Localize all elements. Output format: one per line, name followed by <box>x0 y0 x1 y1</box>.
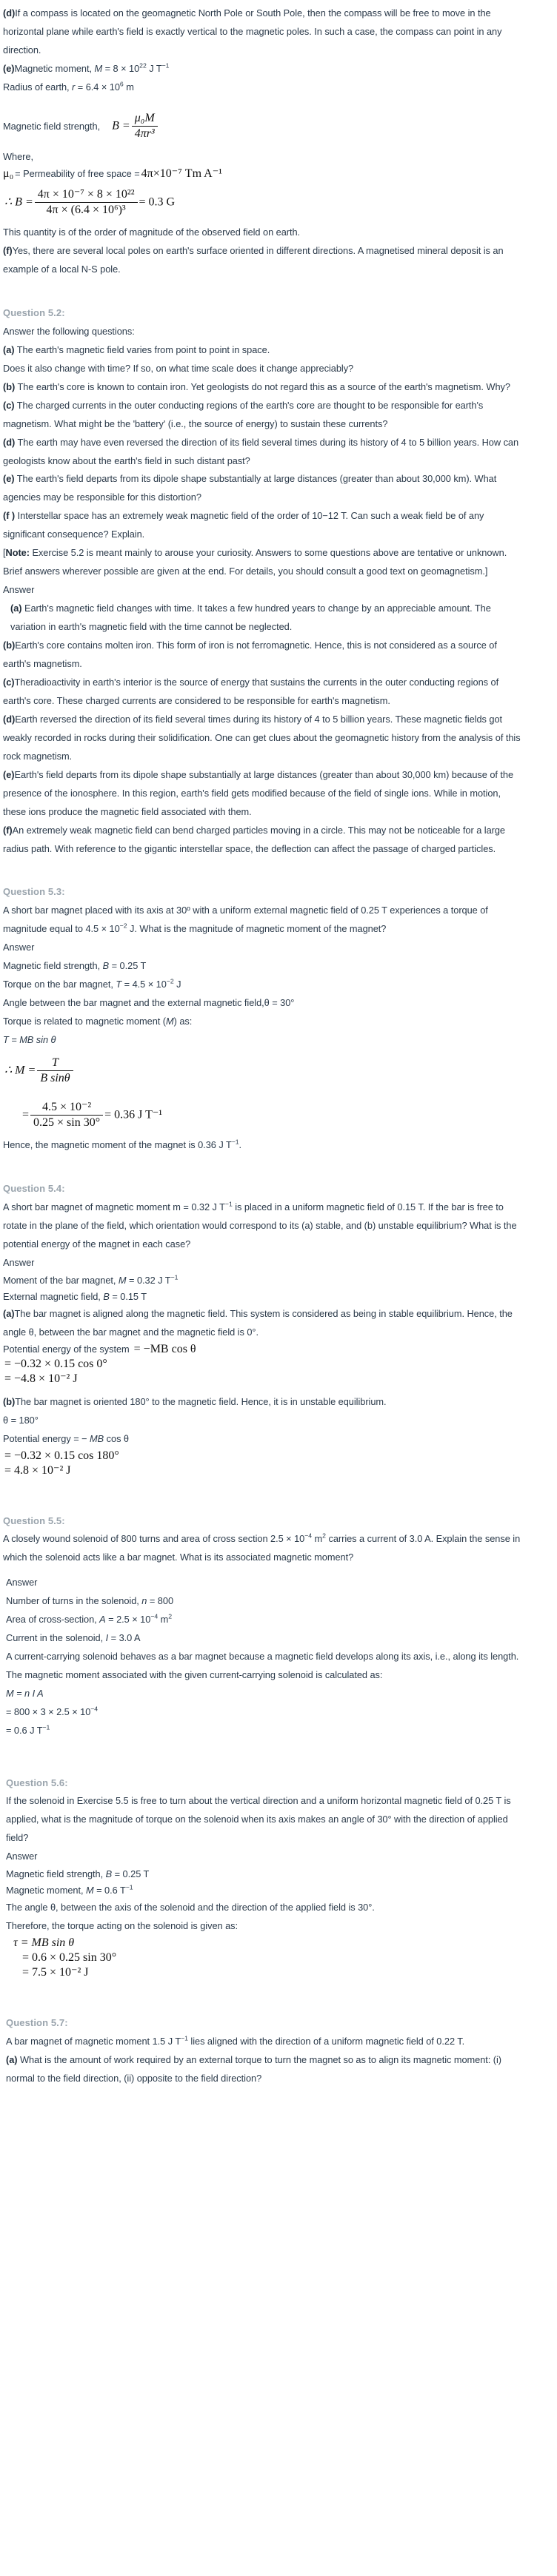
q53-calc-numerator: 4.5 × 10⁻² <box>30 1101 103 1116</box>
q54-pe-line1: = −0.32 × 0.15 cos 0° <box>4 1357 107 1370</box>
q52-item-e-text: The earth's field departs from its dipole shape substantially at large distances (greater than about 30,000 km). What agencies may be responsible for this distortion? <box>3 473 497 503</box>
q53-calc-lhs: = <box>22 1108 30 1121</box>
q55-question-exponent2: 2 <box>322 1532 326 1540</box>
q55-current <box>3 1629 521 1648</box>
q55-eq3-exponent: −1 <box>42 1723 50 1731</box>
q54-pe-formula: = −MB cos θ <box>133 1342 196 1355</box>
q52-answer-a-label: (a) <box>10 603 22 614</box>
q55-area-exponent: −4 <box>150 1612 159 1620</box>
q54-b-pe-text <box>3 1430 521 1449</box>
q55-question-exponent: −4 <box>304 1532 313 1540</box>
exponent-22: 22 <box>139 61 147 70</box>
text-e-post: = 8 × 10 <box>102 62 140 74</box>
paragraph-f <box>3 242 521 279</box>
q52-item-b-label: (b) <box>3 380 16 392</box>
q54-b-pe-italic: MB <box>90 1432 104 1444</box>
q53-question-a: A short bar magnet placed with its axis at 30º with a uniform external magnetic field of 0.25 T experiences a torque of magnitude equal to 4.5 × 10 <box>3 905 488 935</box>
q52-item-e <box>3 470 521 507</box>
q57-part-a <box>3 2051 521 2088</box>
q55-question-b: carries a current of 3.0 A. Explain the sense in which the solenoid acts like a bar magnet. What is its associated magnetic moment? <box>3 1533 521 1563</box>
permeability-text: = Permeability of free space = <box>15 167 140 179</box>
q52-answer-d-text: Earth reversed the direction of its field several times during its history of 4 to 5 billion years. These magnetic fields got weakly recorded in rocks during their solidification. One can get clues about the geomagnetic history from the analysis of this rock magnetism. <box>3 713 521 762</box>
q55-question <box>3 1530 521 1567</box>
q54-pe-line2: = −4.8 × 10⁻² J <box>4 1372 78 1385</box>
formula-B-dipole <box>112 112 159 141</box>
q52-item-b-text: The earth's core is known to contain iron. Yet geologists do not regard this as a source of the earth's magnetism. Why? <box>15 380 510 392</box>
q54-moment-label: Moment of the bar magnet, <box>3 1274 119 1286</box>
q55-calc-text: The magnetic moment associated with the given current-carrying solenoid is calculated as: <box>6 1668 383 1680</box>
q52-item-f <box>3 507 521 544</box>
q55-area-value: = 2.5 × 10 <box>105 1614 151 1626</box>
q52-answer-b-label: (b) <box>3 640 16 651</box>
q52-answer-label: Answer <box>3 584 35 596</box>
q54-moment-var: M <box>118 1274 127 1286</box>
formula-B-calculation <box>3 188 550 218</box>
q54-question <box>3 1198 521 1254</box>
q52-answer-e <box>3 766 521 822</box>
q52-answer-e-text: Earth's field departs from its dipole shape substantially at large distances (greater than about 30,000 km) because of the presence of the ionosphere. In this region, earth's field gets modified because of the field of single ions. While in motion, these ions produce the magnetic field associated with them. <box>3 768 514 817</box>
q54-field-value: = 0.15 T <box>109 1290 147 1302</box>
q53-field-strength <box>3 957 521 976</box>
field-strength-label: Magnetic field strength, <box>3 120 101 132</box>
q57-part-a-label: (a) <box>6 2053 18 2065</box>
q52-answer-e-label: (e) <box>3 768 15 780</box>
q54-question-a: A short bar magnet of magnetic moment m = 0.32 J T <box>3 1201 225 1212</box>
q52-answer-c-label: (c) <box>3 676 15 688</box>
q52-answer-f-label: (f) <box>3 824 13 836</box>
radius-label: Radius of earth, <box>3 81 73 93</box>
permeability-row <box>3 167 550 181</box>
q55-eq3-pre: = 0.6 J T <box>6 1724 43 1736</box>
q55-eq2 <box>3 1703 521 1722</box>
q54-b-pe-prefix: Potential energy = − <box>3 1432 90 1444</box>
q55-behave-text: A current-carrying solenoid behaves as a bar magnet because a magnetic field develops along its axis, i.e., along its length. <box>6 1650 519 1662</box>
paragraph-e <box>3 60 521 78</box>
q53-T-unit: J <box>173 978 181 990</box>
var-M: M <box>94 62 103 74</box>
q52-answer-d <box>3 711 521 766</box>
question-5-4-heading: Question 5.4: <box>3 1183 65 1195</box>
q54-part-b-text: The bar magnet is oriented 180° to the magnetic field. Hence, it is in unstable equilibrium. <box>15 1395 387 1407</box>
q52-note-bold: Note: <box>5 547 30 559</box>
calc-B-lhs: ∴ B = <box>4 195 33 209</box>
formula-B-lhs: B = <box>112 119 130 133</box>
q52-item-d-text: The earth may have even reversed the direction of its field several times during its history of 4 to 5 billion years. How can geologists know about the earth's field in such distant past? <box>3 436 519 466</box>
q56-field-strength <box>3 1866 521 1882</box>
q57-question <box>3 2033 521 2051</box>
q56-moment <box>3 1882 521 1899</box>
unit-exponent: −1 <box>161 61 170 70</box>
formula-B-numerator: μ₀M <box>132 112 158 127</box>
q55-current-value: = 3.0 A <box>108 1632 141 1644</box>
q52-item-d-label: (d) <box>3 436 16 448</box>
q54-question-exponent: −1 <box>224 1200 233 1208</box>
q53-question-exponent: −2 <box>119 922 127 930</box>
question-5-2-intro: Answer the following questions: <box>3 325 135 337</box>
q54-pe-label: Potential energy of the system <box>3 1344 130 1355</box>
q57-part-a-text: What is the amount of work required by an external torque to turn the magnet so as to align its magnetic moment: (i) normal to the field direction, (ii) opposite to the field direction? <box>6 2053 502 2084</box>
q56-eq1-text: τ = MB sin θ <box>13 1936 75 1950</box>
q53-B-value: = 0.25 T <box>109 960 147 972</box>
q55-area-unit-exponent: 2 <box>168 1612 173 1620</box>
q53-calc-result: = 0.36 J T⁻¹ <box>104 1108 163 1121</box>
q54-question-b: is placed in a uniform magnetic field of 0.15 T. If the bar is free to rotate in the plane of the field, which orientation would correspond to its (a) stable, and (b) unstable equilibrium? What is the potential energy of the magnet in each case? <box>3 1201 517 1250</box>
q57-question-exponent: −1 <box>181 2034 188 2042</box>
formula-B-fraction <box>132 112 158 141</box>
q56-eq3: = 7.5 × 10⁻² J <box>22 1966 89 1979</box>
q54-moment-value: = 0.32 J T <box>126 1274 171 1286</box>
q54-b-theta: θ = 180° <box>3 1414 39 1426</box>
q53-eq-T <box>3 1031 521 1050</box>
q56-B-label: Magnetic field strength, <box>6 1868 106 1880</box>
q53-eq-T-text: T = MB sin θ <box>3 1033 56 1045</box>
q55-eq2-pre: = 800 × 3 × 2.5 × 10 <box>6 1705 91 1717</box>
calc-B-result: = 0.3 G <box>139 195 176 209</box>
q52-answer-d-label: (d) <box>3 713 16 725</box>
label-f: (f) <box>3 245 13 257</box>
q53-M-fraction <box>37 1056 73 1086</box>
q55-current-var: I <box>105 1632 109 1644</box>
field-strength-row <box>3 112 550 141</box>
q53-answer-label: Answer <box>3 942 35 953</box>
q56-B-value: = 0.25 T <box>112 1868 150 1880</box>
q54-part-a-text: The bar magnet is aligned along the magnetic field. This system is considered as being in stable equilibrium. Hence, the angle θ, between the bar magnet and the magnetic field is 0°. <box>3 1307 513 1338</box>
q53-T-exponent: −2 <box>166 977 174 985</box>
q54-b-pe-suffix: cos θ <box>104 1432 129 1444</box>
q52-item-c <box>3 397 521 434</box>
formula-B-denominator: 4πr³ <box>134 127 155 141</box>
q53-formula-M <box>3 1056 550 1086</box>
q56-angle-text: The angle θ, between the axis of the solenoid and the direction of the applied field is 30°. <box>6 1902 375 1913</box>
q53-T-label: Torque on the bar magnet, <box>3 978 116 990</box>
q54-b-pe-line2: = 4.8 × 10⁻² J <box>4 1463 71 1477</box>
q54-moment-exponent: −1 <box>170 1273 179 1281</box>
text-e-pre: Magnetic moment, <box>14 62 95 74</box>
q55-area-label: Area of cross-section, <box>6 1614 100 1626</box>
q52-item-a2-text: Does it also change with time? If so, on what time scale does it change appreciably? <box>3 362 354 374</box>
text-f: Yes, there are several local poles on earth's surface oriented in different directions. A magnetised mineral deposit is an example of a local N-S pole. <box>3 245 504 275</box>
q52-item-d <box>3 434 521 471</box>
order-of-magnitude-text: This quantity is of the order of magnitude of the observed field on earth. <box>3 227 301 238</box>
q52-note: [Note: Exercise 5.2 is meant mainly to arouse your curiosity. Answers to some questions above are tentative or unknown. Brief answers wherever possible are given at the end. For details, you should consult a good text on geomagnetism.] <box>3 547 507 577</box>
q52-answer-c-text: Theradioactivity in earth's interior is the source of energy that sustains the currents in the outer conducting regions of earth's core. These charged currents are considered to be responsible for earth's magnetism. <box>3 676 499 706</box>
q53-torque <box>3 976 521 994</box>
q53-conclusion-post: . <box>239 1139 242 1151</box>
q55-answer-label: Answer <box>6 1577 38 1589</box>
q55-current-label: Current in the solenoid, <box>6 1632 106 1644</box>
q52-item-b <box>3 378 521 397</box>
q52-answer-c <box>3 674 521 711</box>
q56-M-label: Magnetic moment, <box>6 1885 86 1896</box>
q53-B-label: Magnetic field strength, <box>3 960 103 972</box>
q56-eq2: = 0.6 × 0.25 sin 30° <box>22 1951 117 1965</box>
q54-answer-label: Answer <box>3 1256 35 1268</box>
q52-item-c-text: The charged currents in the outer conducting regions of the earth's core are thought to be responsible for earth's magnetism. What might be the 'battery' (i.e., the source of energy) to sustain these currents? <box>3 399 484 429</box>
q56-eq1 <box>3 1936 550 1951</box>
q53-calc-denominator: 0.25 × sin 30° <box>33 1116 101 1129</box>
q54-part-b-label: (b) <box>3 1395 16 1407</box>
mu-symbol: μ₀ <box>3 167 14 180</box>
q53-M-numerator: T <box>37 1056 73 1071</box>
q56-B-var: B <box>105 1868 113 1880</box>
q54-field-label: External magnetic field, <box>3 1290 104 1302</box>
q52-note-text: Exercise 5.2 is meant mainly to arouse your curiosity. Answers to some questions above are tentative or unknown. Brief answers wherever possible are given at the end. For details, you should consult a good text on geomagnetism.] <box>3 547 507 577</box>
question-5-5-heading: Question 5.5: <box>3 1515 65 1526</box>
q53-conclusion-pre: Hence, the magnetic moment of the magnet is 0.36 J T <box>3 1139 232 1151</box>
q53-angle: Angle between the bar magnet and the external magnetic field,θ = 30° <box>3 996 295 1008</box>
q53-T-value: = 4.5 × 10 <box>121 978 167 990</box>
q53-formula-M-calculation <box>3 1101 550 1130</box>
q53-calc-fraction <box>30 1101 103 1130</box>
question-5-7-heading: Question 5.7: <box>6 2017 68 2029</box>
q56-answer-label: Answer <box>6 1851 38 1862</box>
label-d: (d) <box>3 7 16 19</box>
q55-eq1 <box>3 1685 521 1703</box>
q53-relation-pre: Torque is related to magnetic moment ( <box>3 1015 167 1027</box>
q52-item-c-label: (c) <box>3 399 15 411</box>
q56-M-exponent: −1 <box>125 1883 133 1891</box>
radius-exponent: 6 <box>119 80 124 88</box>
question-5-2-heading: Question 5.2: <box>3 307 65 319</box>
q53-relation-post: ) as: <box>173 1015 193 1027</box>
q55-turns-var: n <box>141 1595 147 1607</box>
question-5-3-heading: Question 5.3: <box>3 886 65 898</box>
q55-turns-value: = 800 <box>147 1595 174 1607</box>
q52-answer-b <box>3 637 521 674</box>
q56-M-var: M <box>85 1885 94 1896</box>
q53-T-var: T <box>116 978 122 990</box>
q55-eq2-exponent: −4 <box>90 1705 99 1713</box>
paragraph-d <box>3 4 521 60</box>
q57-question-b: lies aligned with the direction of a uniform magnetic field of 0.22 T. <box>187 2035 465 2047</box>
q53-conclusion <box>3 1136 521 1155</box>
permeability-value: 4π×10⁻⁷ Tm A⁻¹ <box>141 167 222 180</box>
q52-item-e-label: (e) <box>3 473 15 485</box>
q53-M-denominator: B sinθ <box>40 1072 70 1085</box>
calc-B-denominator: 4π × (6.4 × 10⁶)³ <box>46 203 126 216</box>
q53-relation <box>3 1013 521 1031</box>
q54-part-a <box>3 1305 521 1342</box>
q53-M-lhs: ∴ M = <box>4 1064 36 1077</box>
radius-value: = 6.4 × 10 <box>75 81 120 93</box>
q52-item-a <box>3 341 521 360</box>
q52-answer-f <box>3 822 521 859</box>
q56-question: If the solenoid in Exercise 5.5 is free to turn about the vertical direction and a uniform horizontal magnetic field of 0.25 T is applied, what is the magnitude of torque on the solenoid when its axis makes an angle of 30° with the direction of applied field? <box>6 1795 511 1844</box>
q56-M-value: = 0.6 T <box>93 1885 126 1896</box>
q54-field <box>3 1289 521 1305</box>
paragraph-radius <box>3 78 521 97</box>
q54-part-a-label: (a) <box>3 1307 15 1319</box>
q55-eq1-text: M = n I A <box>6 1687 44 1699</box>
calc-B-fraction <box>35 188 138 218</box>
q55-question-a: A closely wound solenoid of 800 turns and area of cross section 2.5 × 10 <box>3 1533 305 1545</box>
q52-item-a-text: The earth's magnetic field varies from point to point in space. <box>14 343 270 355</box>
radius-unit: m <box>123 81 134 93</box>
q53-conclusion-exponent: −1 <box>231 1138 239 1147</box>
q52-answer-b-text: Earth's core contains molten iron. This form of iron is not ferromagnetic. Hence, this is not considered as a source of earth's magnetism. <box>3 640 497 669</box>
q57-question-a: A bar magnet of magnetic moment 1.5 J T <box>6 2035 181 2047</box>
q54-part-b <box>3 1393 521 1412</box>
q55-turns <box>3 1592 521 1611</box>
q54-pe-row <box>3 1342 550 1357</box>
label-e: (e) <box>3 62 15 74</box>
q52-answer-f-text: An extremely weak magnetic field can bend charged particles moving in a circle. This may not be noticeable for a large radius path. With reference to the gigantic interstellar space, the deflection can affect the passage of charged particles. <box>3 824 505 854</box>
q55-turns-label: Number of turns in the solenoid, <box>6 1595 142 1607</box>
question-5-6-heading: Question 5.6: <box>6 1777 68 1788</box>
var-r: r <box>72 81 76 93</box>
q53-question <box>3 902 521 939</box>
q52-answer-a-text: Earth's magnetic field changes with time. It takes a few hundred years to change by an appreciable amount. The variation in earth's magnetic field with the time cannot be neglected. <box>10 603 491 633</box>
q55-area-unit: m <box>158 1614 169 1626</box>
q55-area-var: A <box>99 1614 106 1626</box>
q56-torque-text: Therefore, the torque acting on the solenoid is given as: <box>6 1920 239 1932</box>
q54-moment <box>3 1272 521 1289</box>
q52-item-a-label: (a) <box>3 343 15 355</box>
q53-relation-var: M <box>166 1015 174 1027</box>
unit-J-T: J T <box>146 62 162 74</box>
q53-question-b: J. What is the magnitude of magnetic moment of the magnet? <box>127 923 387 935</box>
q53-B-var: B <box>102 960 110 972</box>
text-d: If a compass is located on the geomagnetic North Pole or South Pole, then the compass will be free to move in the horizontal plane while earth's field is exactly vertical to the magnetic poles. In such a case, the compass can point in any direction. <box>3 7 502 56</box>
where-label: Where, <box>3 150 33 162</box>
q54-field-var: B <box>103 1290 110 1302</box>
q55-question-mid: m <box>312 1533 323 1545</box>
calc-B-numerator: 4π × 10⁻⁷ × 8 × 10²² <box>35 188 138 203</box>
q52-item-f-text: Interstellar space has an extremely weak magnetic field of the order of 10−12 T. Can such a weak field be of any significant consequence? Explain. <box>3 510 484 540</box>
q52-answer-a <box>3 600 521 637</box>
q55-eq3 <box>3 1722 521 1740</box>
q52-item-f-label: (f ) <box>3 510 16 522</box>
q52-item-a2 <box>3 360 521 378</box>
q55-area <box>3 1611 521 1629</box>
q54-b-pe-line1: = −0.32 × 0.15 cos 180° <box>4 1449 119 1462</box>
